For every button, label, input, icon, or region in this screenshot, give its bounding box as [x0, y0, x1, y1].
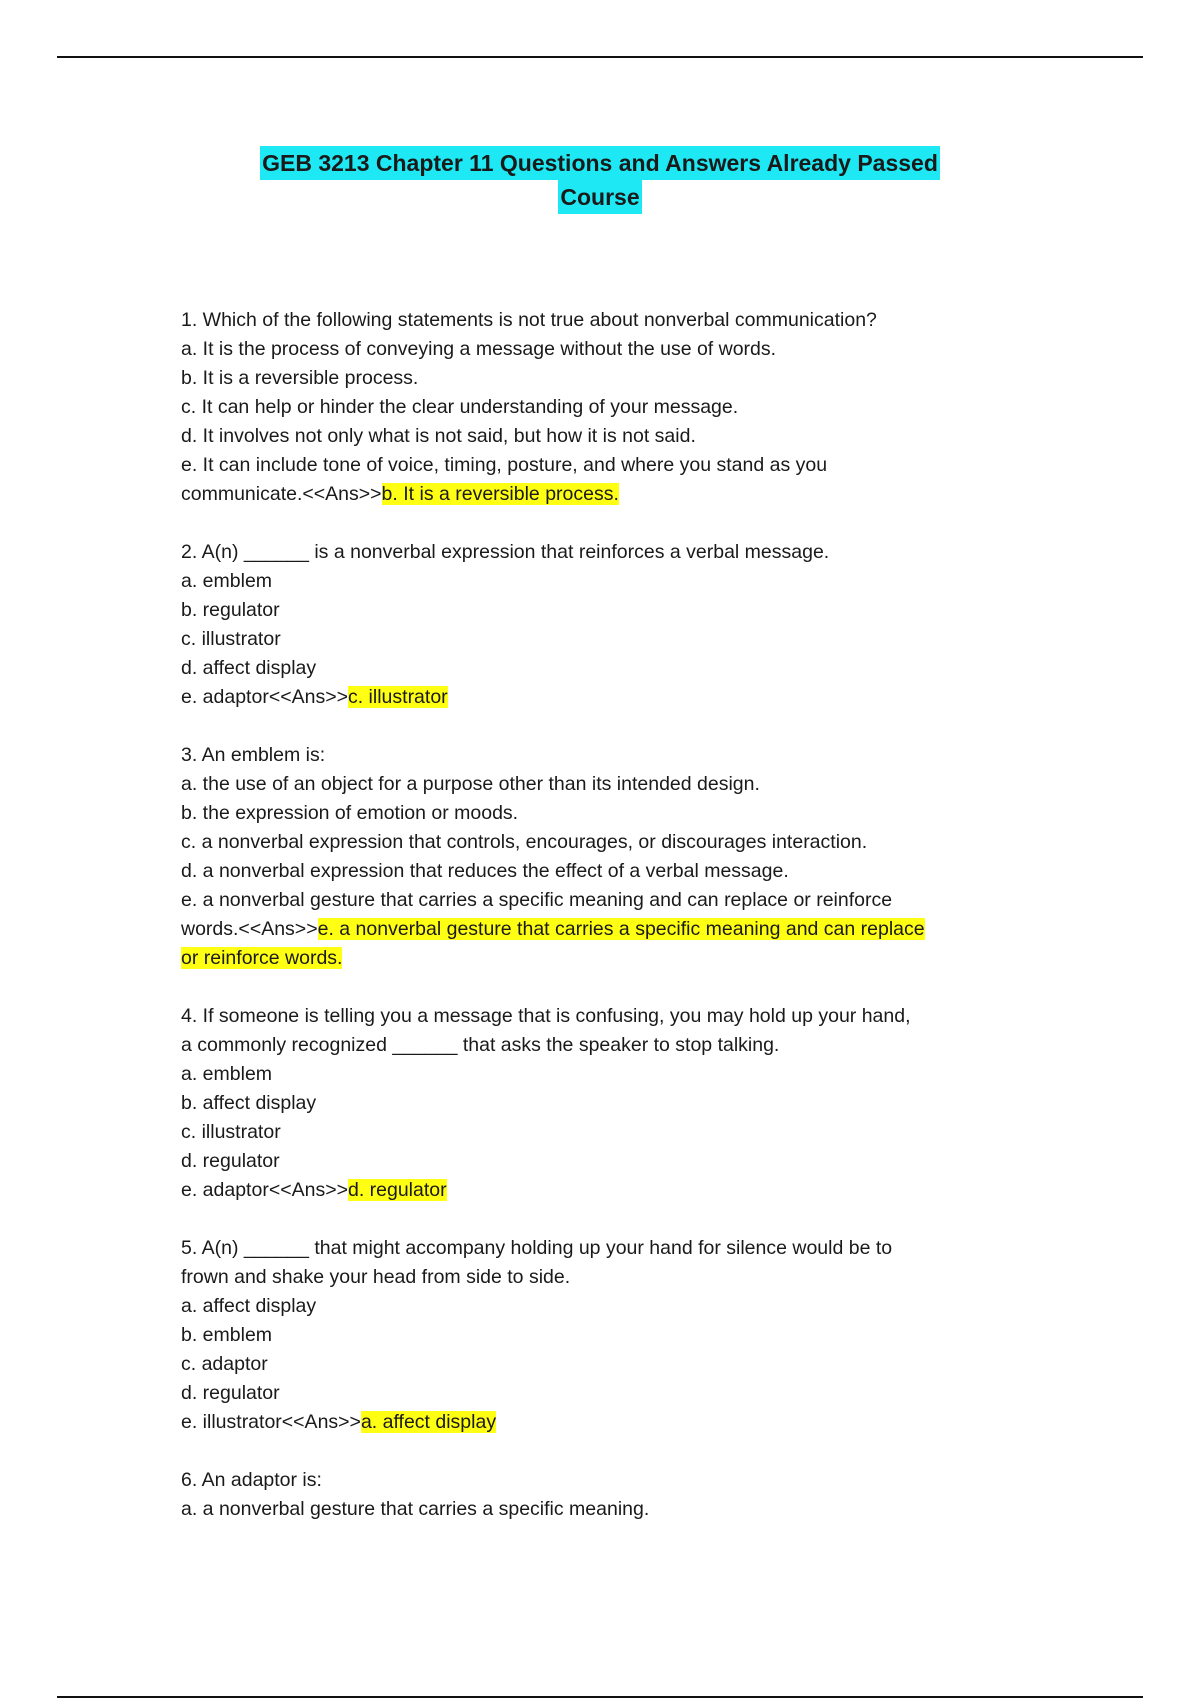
answer-highlight-continued: or reinforce words. — [181, 947, 343, 969]
question-stem: 4. If someone is telling you a message that is confusing, you may hold up your hand, — [181, 1005, 911, 1027]
option-b: b. emblem — [181, 1324, 273, 1346]
question-stem: 3. An emblem is: — [181, 744, 326, 766]
answer-highlight: c. illustrator — [347, 686, 448, 708]
question-stem: 1. Which of the following statements is not true about nonverbal communication? — [181, 309, 877, 331]
option-b: b. affect display — [181, 1092, 317, 1114]
option-a: a. a nonverbal gesture that carries a specific meaning. — [181, 1498, 650, 1520]
option-c: c. It can help or hinder the clear understanding of your message. — [181, 396, 739, 418]
option-d: d. regulator — [181, 1150, 280, 1172]
option-d: d. It involves not only what is not said, but how it is not said. — [181, 425, 696, 447]
answer-highlight: a. affect display — [360, 1411, 497, 1433]
option-b: b. regulator — [181, 599, 280, 621]
option-a: a. It is the process of conveying a message without the use of words. — [181, 338, 777, 360]
answer-prefix: e. adaptor<<Ans>> — [181, 686, 348, 708]
answer-line — [181, 480, 1061, 509]
answer-highlight: d. regulator — [347, 1179, 447, 1201]
answer-highlight: b. It is a reversible process. — [381, 483, 619, 505]
question-3 — [181, 741, 1061, 973]
option-a: a. emblem — [181, 570, 273, 592]
answer-line — [181, 683, 1061, 712]
option-e: e. a nonverbal gesture that carries a specific meaning and can replace or reinforce — [181, 889, 893, 911]
answer-line-continued — [181, 944, 1061, 973]
question-stem-continued: a commonly recognized ______ that asks the speaker to stop talking. — [181, 1034, 780, 1056]
option-b: b. the expression of emotion or moods. — [181, 802, 519, 824]
bottom-rule — [57, 1696, 1143, 1698]
question-stem-continued: frown and shake your head from side to side. — [181, 1266, 571, 1288]
answer-line — [181, 1408, 1061, 1437]
option-a: a. emblem — [181, 1063, 273, 1085]
question-1 — [181, 306, 1061, 509]
document-title — [0, 146, 1200, 214]
answer-line — [181, 915, 1061, 944]
question-6 — [181, 1466, 1061, 1524]
option-c: c. a nonverbal expression that controls, encourages, or discourages interaction. — [181, 831, 868, 853]
option-b: b. It is a reversible process. — [181, 367, 419, 389]
question-stem: 2. A(n) ______ is a nonverbal expression that reinforces a verbal message. — [181, 541, 830, 563]
option-d: d. a nonverbal expression that reduces the effect of a verbal message. — [181, 860, 789, 882]
option-e: e. It can include tone of voice, timing, posture, and where you stand as you — [181, 454, 828, 476]
answer-prefix: e. illustrator<<Ans>> — [181, 1411, 361, 1433]
answer-prefix: words.<<Ans>> — [181, 918, 318, 940]
option-c: c. adaptor — [181, 1353, 268, 1375]
option-d: d. affect display — [181, 657, 317, 679]
answer-line — [181, 1176, 1061, 1205]
answer-highlight: e. a nonverbal gesture that carries a specific meaning and can replace — [317, 918, 925, 940]
question-stem: 6. An adaptor is: — [181, 1469, 322, 1491]
answer-prefix: e. adaptor<<Ans>> — [181, 1179, 348, 1201]
option-a: a. the use of an object for a purpose other than its intended design. — [181, 773, 760, 795]
title-line-1: GEB 3213 Chapter 11 Questions and Answers Already Passed — [260, 146, 940, 180]
title-line-2: Course — [558, 180, 641, 214]
option-a: a. affect display — [181, 1295, 317, 1317]
option-d: d. regulator — [181, 1382, 280, 1404]
option-c: c. illustrator — [181, 628, 281, 650]
question-2 — [181, 538, 1061, 712]
question-4 — [181, 1002, 1061, 1205]
question-5 — [181, 1234, 1061, 1437]
question-list — [181, 306, 1061, 1553]
top-rule — [57, 56, 1143, 58]
option-c: c. illustrator — [181, 1121, 281, 1143]
question-stem: 5. A(n) ______ that might accompany holding up your hand for silence would be to — [181, 1237, 893, 1259]
answer-prefix: communicate.<<Ans>> — [181, 483, 382, 505]
